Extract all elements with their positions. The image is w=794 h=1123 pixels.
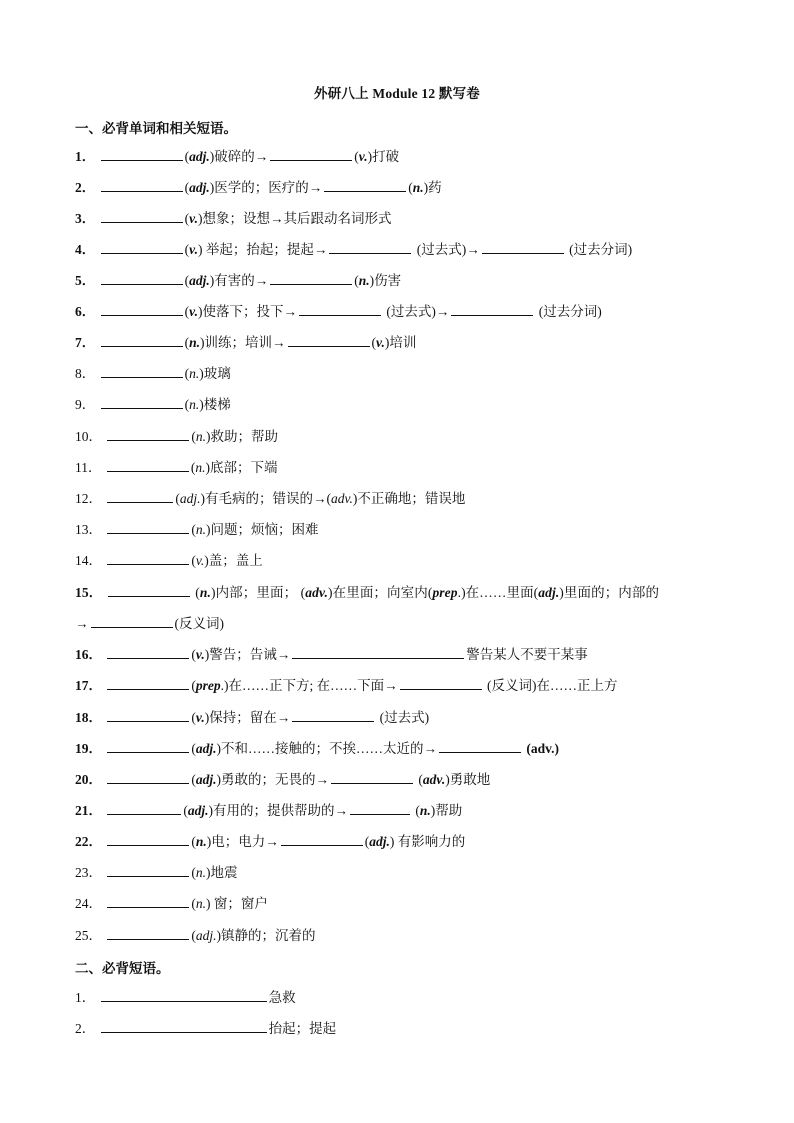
answer-blank[interactable]: [108, 583, 190, 597]
vocab-item-3: 3． (v.)想象；设想→其后跟动名词形式: [75, 211, 392, 226]
vocab-item-5: 5． (adj.)有害的→ (n.)伤害: [75, 273, 402, 288]
page-title: 外研八上 Module 12 默写卷: [314, 86, 480, 101]
answer-blank[interactable]: [101, 333, 183, 347]
vocab-item-1: 1． (adj.)破碎的→ (v.)打破: [75, 149, 400, 164]
vocab-item-10: 10． (n.)救助；帮助: [75, 429, 278, 444]
vocab-item-19: 19． (adj.)不和……接触的；不挨……太近的→ (adv.): [75, 741, 560, 756]
answer-blank[interactable]: [350, 801, 410, 815]
vocab-item-11: 11． (n.)底部；下端: [75, 460, 278, 475]
answer-blank[interactable]: [482, 240, 564, 254]
answer-blank[interactable]: [101, 147, 183, 161]
answer-blank[interactable]: [451, 302, 533, 316]
phrase-item-2: 2． 抬起；提起: [75, 1021, 337, 1036]
answer-blank[interactable]: [107, 801, 181, 815]
vocab-item-22: 22． (n.)电；电力→ (adj.) 有影响力的: [75, 834, 466, 849]
answer-blank[interactable]: [101, 1019, 267, 1033]
answer-blank[interactable]: [101, 395, 183, 409]
vocab-item-8: 8． (n.)玻璃: [75, 366, 231, 381]
answer-blank[interactable]: [288, 333, 370, 347]
vocab-item-25: 25． (adj.)镇静的；沉着的: [75, 928, 316, 943]
vocab-item-21: 21． (adj.)有用的；提供帮助的→ (n.)帮助: [75, 803, 463, 818]
answer-blank[interactable]: [107, 645, 189, 659]
vocab-item-16: 16． (v.)警告；告诫→ 警告某人不要干某事: [75, 647, 588, 662]
vocab-item-24: 24． (n.) 窗；窗户: [75, 896, 268, 911]
answer-blank[interactable]: [101, 988, 267, 1002]
vocab-item-4: 4． (v.) 举起；抬起；提起→ (过去式)→ (过去分词): [75, 242, 633, 257]
vocab-item-6: 6． (v.)使落下；投下→ (过去式)→ (过去分词): [75, 304, 602, 319]
answer-blank[interactable]: [329, 240, 411, 254]
vocab-item-20: 20． (adj.)勇敢的；无畏的→ (adv.)勇敢地: [75, 772, 491, 787]
answer-blank[interactable]: [439, 739, 521, 753]
answer-blank[interactable]: [107, 832, 189, 846]
vocab-item-17: 17． (prep.)在……正下方; 在……下面→ (反义词)在……正上方: [75, 678, 618, 693]
answer-blank[interactable]: [107, 520, 189, 534]
answer-blank[interactable]: [299, 302, 381, 316]
answer-blank[interactable]: [107, 489, 173, 503]
answer-blank[interactable]: [101, 240, 183, 254]
vocab-item-15: 15． (n.)内部；里面； (adv.)在里面；向室内(prep.)在……里面(adj.)里面的；内部的: [75, 585, 660, 600]
phrase-item-1: 1． 急救: [75, 990, 296, 1005]
answer-blank[interactable]: [331, 770, 413, 784]
answer-blank[interactable]: [281, 832, 363, 846]
vocab-item-18: 18． (v.)保持；留在→ (过去式): [75, 710, 430, 725]
answer-blank[interactable]: [107, 863, 189, 877]
section-heading-words: 一、必背单词和相关短语。: [75, 121, 237, 136]
answer-blank[interactable]: [107, 427, 189, 441]
answer-blank[interactable]: [101, 364, 183, 378]
answer-blank[interactable]: [101, 271, 183, 285]
vocab-item-13: 13． (n.)问题；烦恼；困难: [75, 522, 319, 537]
vocab-item-9: 9． (n.)楼梯: [75, 397, 231, 412]
vocab-item-2: 2． (adj.)医学的；医疗的→ (n.)药: [75, 180, 442, 195]
section-heading-phrases: 二、必背短语。: [75, 961, 170, 976]
answer-blank[interactable]: [107, 551, 189, 565]
vocab-item-15-continued: → (反义词): [75, 616, 224, 631]
answer-blank[interactable]: [107, 676, 189, 690]
answer-blank[interactable]: [107, 894, 189, 908]
answer-blank[interactable]: [400, 676, 482, 690]
answer-blank[interactable]: [270, 271, 352, 285]
answer-blank[interactable]: [101, 209, 183, 223]
answer-blank[interactable]: [107, 926, 189, 940]
answer-blank[interactable]: [324, 178, 406, 192]
answer-blank[interactable]: [292, 645, 464, 659]
answer-blank[interactable]: [270, 147, 352, 161]
vocab-item-23: 23． (n.)地震: [75, 865, 238, 880]
vocab-item-14: 14． (v.)盖；盖上: [75, 553, 263, 568]
vocab-item-12: 12． (adj.)有毛病的；错误的→(adv.)不正确地；错误地: [75, 491, 466, 506]
answer-blank[interactable]: [101, 302, 183, 316]
answer-blank[interactable]: [107, 739, 189, 753]
answer-blank[interactable]: [91, 614, 173, 628]
answer-blank[interactable]: [107, 770, 189, 784]
answer-blank[interactable]: [292, 708, 374, 722]
answer-blank[interactable]: [101, 178, 183, 192]
vocab-item-7: 7． (n.)训练；培训→ (v.)培训: [75, 335, 417, 350]
answer-blank[interactable]: [107, 708, 189, 722]
answer-blank[interactable]: [107, 458, 189, 472]
